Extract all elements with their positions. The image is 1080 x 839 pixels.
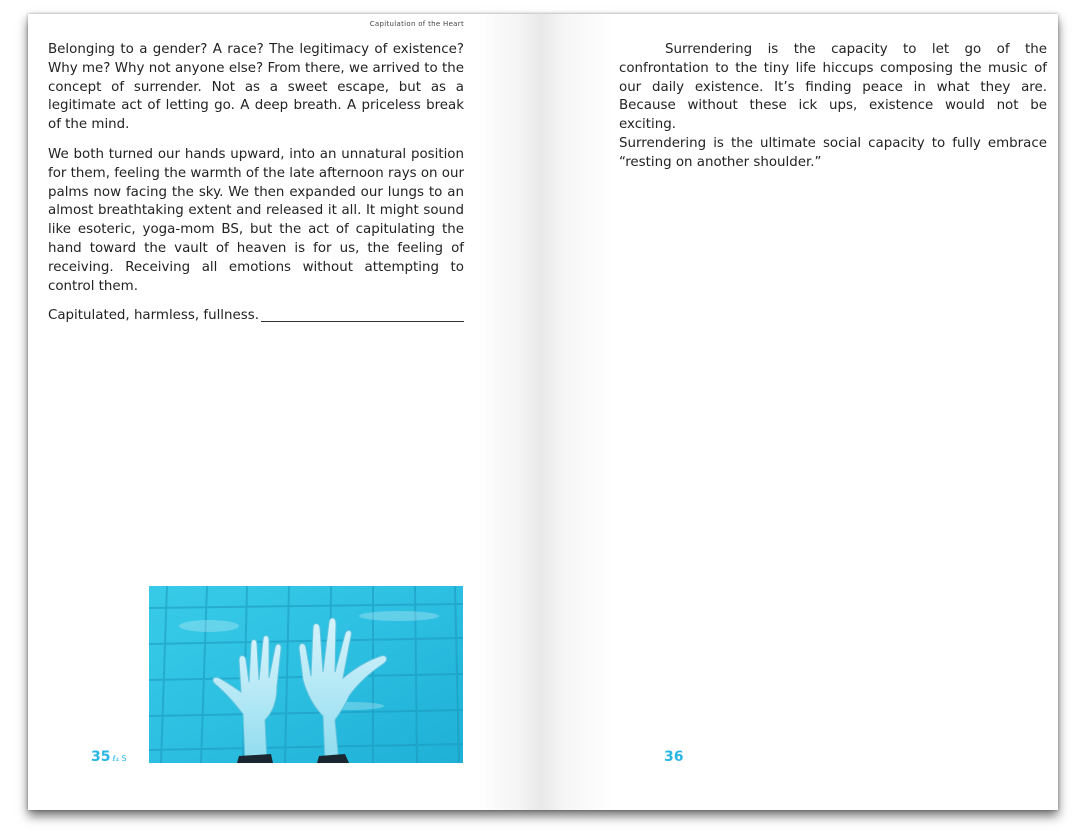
page-number-35	[91, 749, 127, 765]
page-number-mark: ℓ₄ S	[112, 754, 127, 763]
book-spread	[28, 14, 1058, 810]
raised-hands-illustration	[149, 586, 463, 763]
paragraph-2: We both turned our hands upward, into an unnatural position for them, feeling the warmth of the late afternoon rays on our palms now facing the sky. We then expanded our lungs to an almost breathtaking extent and released it all. It might sound like esoteric, yoga-mom BS, but the act of capitulating the hand toward the vault of heaven is for us, the feeling of receiving. Receiving all emotions without attempting to control them.	[48, 146, 464, 294]
left-page-body	[48, 41, 464, 326]
page-number-right: 36	[664, 749, 684, 765]
running-head: Capitulation of the Heart	[369, 20, 464, 28]
right-page	[540, 14, 1058, 810]
closing-line	[48, 307, 464, 326]
closing-rule	[261, 321, 464, 322]
paragraph-1: Belonging to a gender? A race? The legitimacy of existence? Why me? Why not anyone else? From there, we arrived to the concept of surrender. Not as a sweet escape, but as a legitimate act of letting go. A deep breath. A priceless break of the mind.	[48, 42, 464, 133]
left-page	[28, 14, 540, 810]
paragraph-3: Surrendering is the capacity to let go of the confrontation to the tiny life hiccups composing the music of our daily existence. It’s finding peace in what they are. Because without these ick ups, existence would not be exciting.	[619, 42, 1047, 133]
closing-line-text: Capitulated, harmless, fullness.	[48, 308, 259, 324]
paragraph-4: Surrendering is the ultimate social capacity to fully embrace “resting on another shoulder.”	[619, 135, 1047, 170]
raised-hands-photo	[149, 586, 463, 763]
right-page-body	[619, 41, 1047, 173]
page-number-left: 35	[91, 749, 111, 765]
